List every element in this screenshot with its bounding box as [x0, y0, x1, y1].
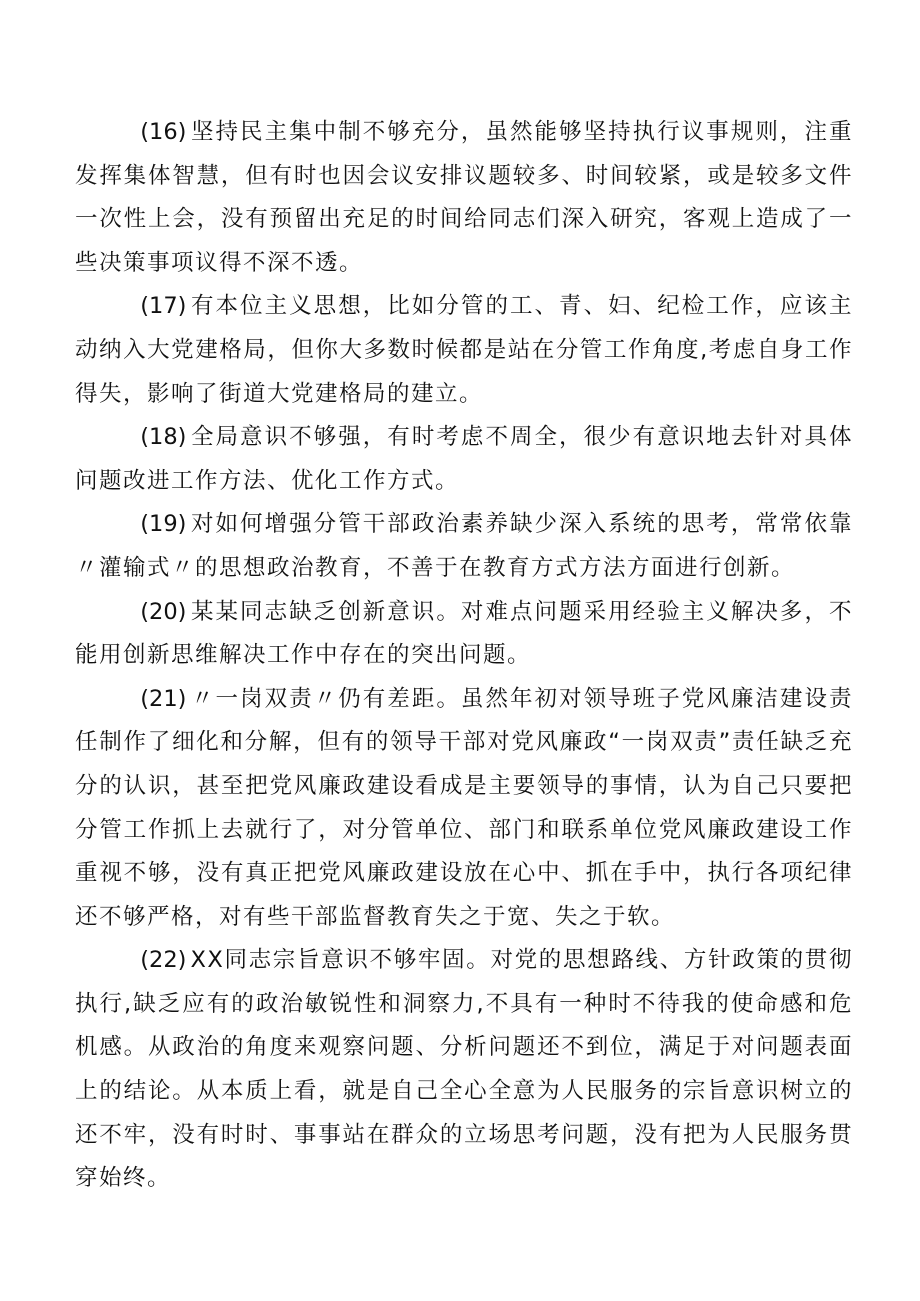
- paragraph-16: [75, 111, 853, 285]
- paragraph-text: 全局意识不够强，有时考虑不周全，很少有意识地去针对具体问题改进工作方法、优化工作方式。: [75, 424, 853, 494]
- paragraph-19: [75, 503, 853, 590]
- paragraph-number: (17): [140, 293, 187, 320]
- paragraph-text: 〃一岗双责〃仍有差距。虽然年初对领导班子党风廉洁建设责任制作了细化和分解，但有的领导干部对党风廉政“一岗双责”责任缺乏充分的认识，甚至把党风廉政建设看成是主要领导的事情，认为自己只要把分管工作抓上去就行了，对分管单位、部门和联系单位党风廉政建设工作重视不够，没有真正把党风廉政建设放在心中、抓在手中，执行各项纪律还不够严格，对有些干部监督教育失之于宽、失之于软。: [75, 685, 853, 930]
- paragraph-text: 对如何增强分管干部政治素养缺少深入系统的思考，常常依靠〃灌输式〃的思想政治教育，不善于在教育方式方法方面进行创新。: [75, 511, 853, 581]
- paragraph-number: (18): [140, 424, 187, 451]
- paragraph-21: [75, 678, 853, 940]
- document-body: [75, 111, 853, 1201]
- paragraph-18: [75, 416, 853, 503]
- paragraph-number: (19): [140, 511, 187, 538]
- paragraph-number: (20): [140, 598, 187, 625]
- paragraph-20: [75, 591, 853, 678]
- paragraph-text: 坚持民主集中制不够充分，虽然能够坚持执行议事规则，注重发挥集体智慧，但有时也因会议安排议题较多、时间较紧，或是较多文件一次性上会，没有预留出充足的时间给同志们深入研究，客观上造成了一些决策事项议得不深不透。: [75, 119, 853, 276]
- paragraph-17: [75, 285, 853, 416]
- paragraph-number: (21): [140, 685, 187, 712]
- paragraph-22: [75, 939, 853, 1201]
- paragraph-number: (22): [140, 947, 187, 974]
- paragraph-text: 有本位主义思想，比如分管的工、青、妇、纪检工作，应该主动纳入大党建格局，但你大多数时候都是站在分管工作角度,考虑自身工作得失，影响了街道大党建格局的建立。: [75, 293, 853, 407]
- paragraph-text: 某某同志缺乏创新意识。对难点问题采用经验主义解决多，不能用创新思维解决工作中存在的突出问题。: [75, 598, 853, 669]
- paragraph-number: (16): [140, 119, 187, 145]
- paragraph-text: XX同志宗旨意识不够牢固。对党的思想路线、方针政策的贯彻执行,缺乏应有的政治敏锐性和洞察力,不具有一种时不待我的使命感和危机感。从政治的角度来观察问题、分析问题还不到位，满足于对问题表面上的结论。从本质上看，就是自己全心全意为人民服务的宗旨意识树立的还不牢，没有时时、事事站在群众的立场思考问题，没有把为人民服务贯穿始终。: [75, 947, 853, 1192]
